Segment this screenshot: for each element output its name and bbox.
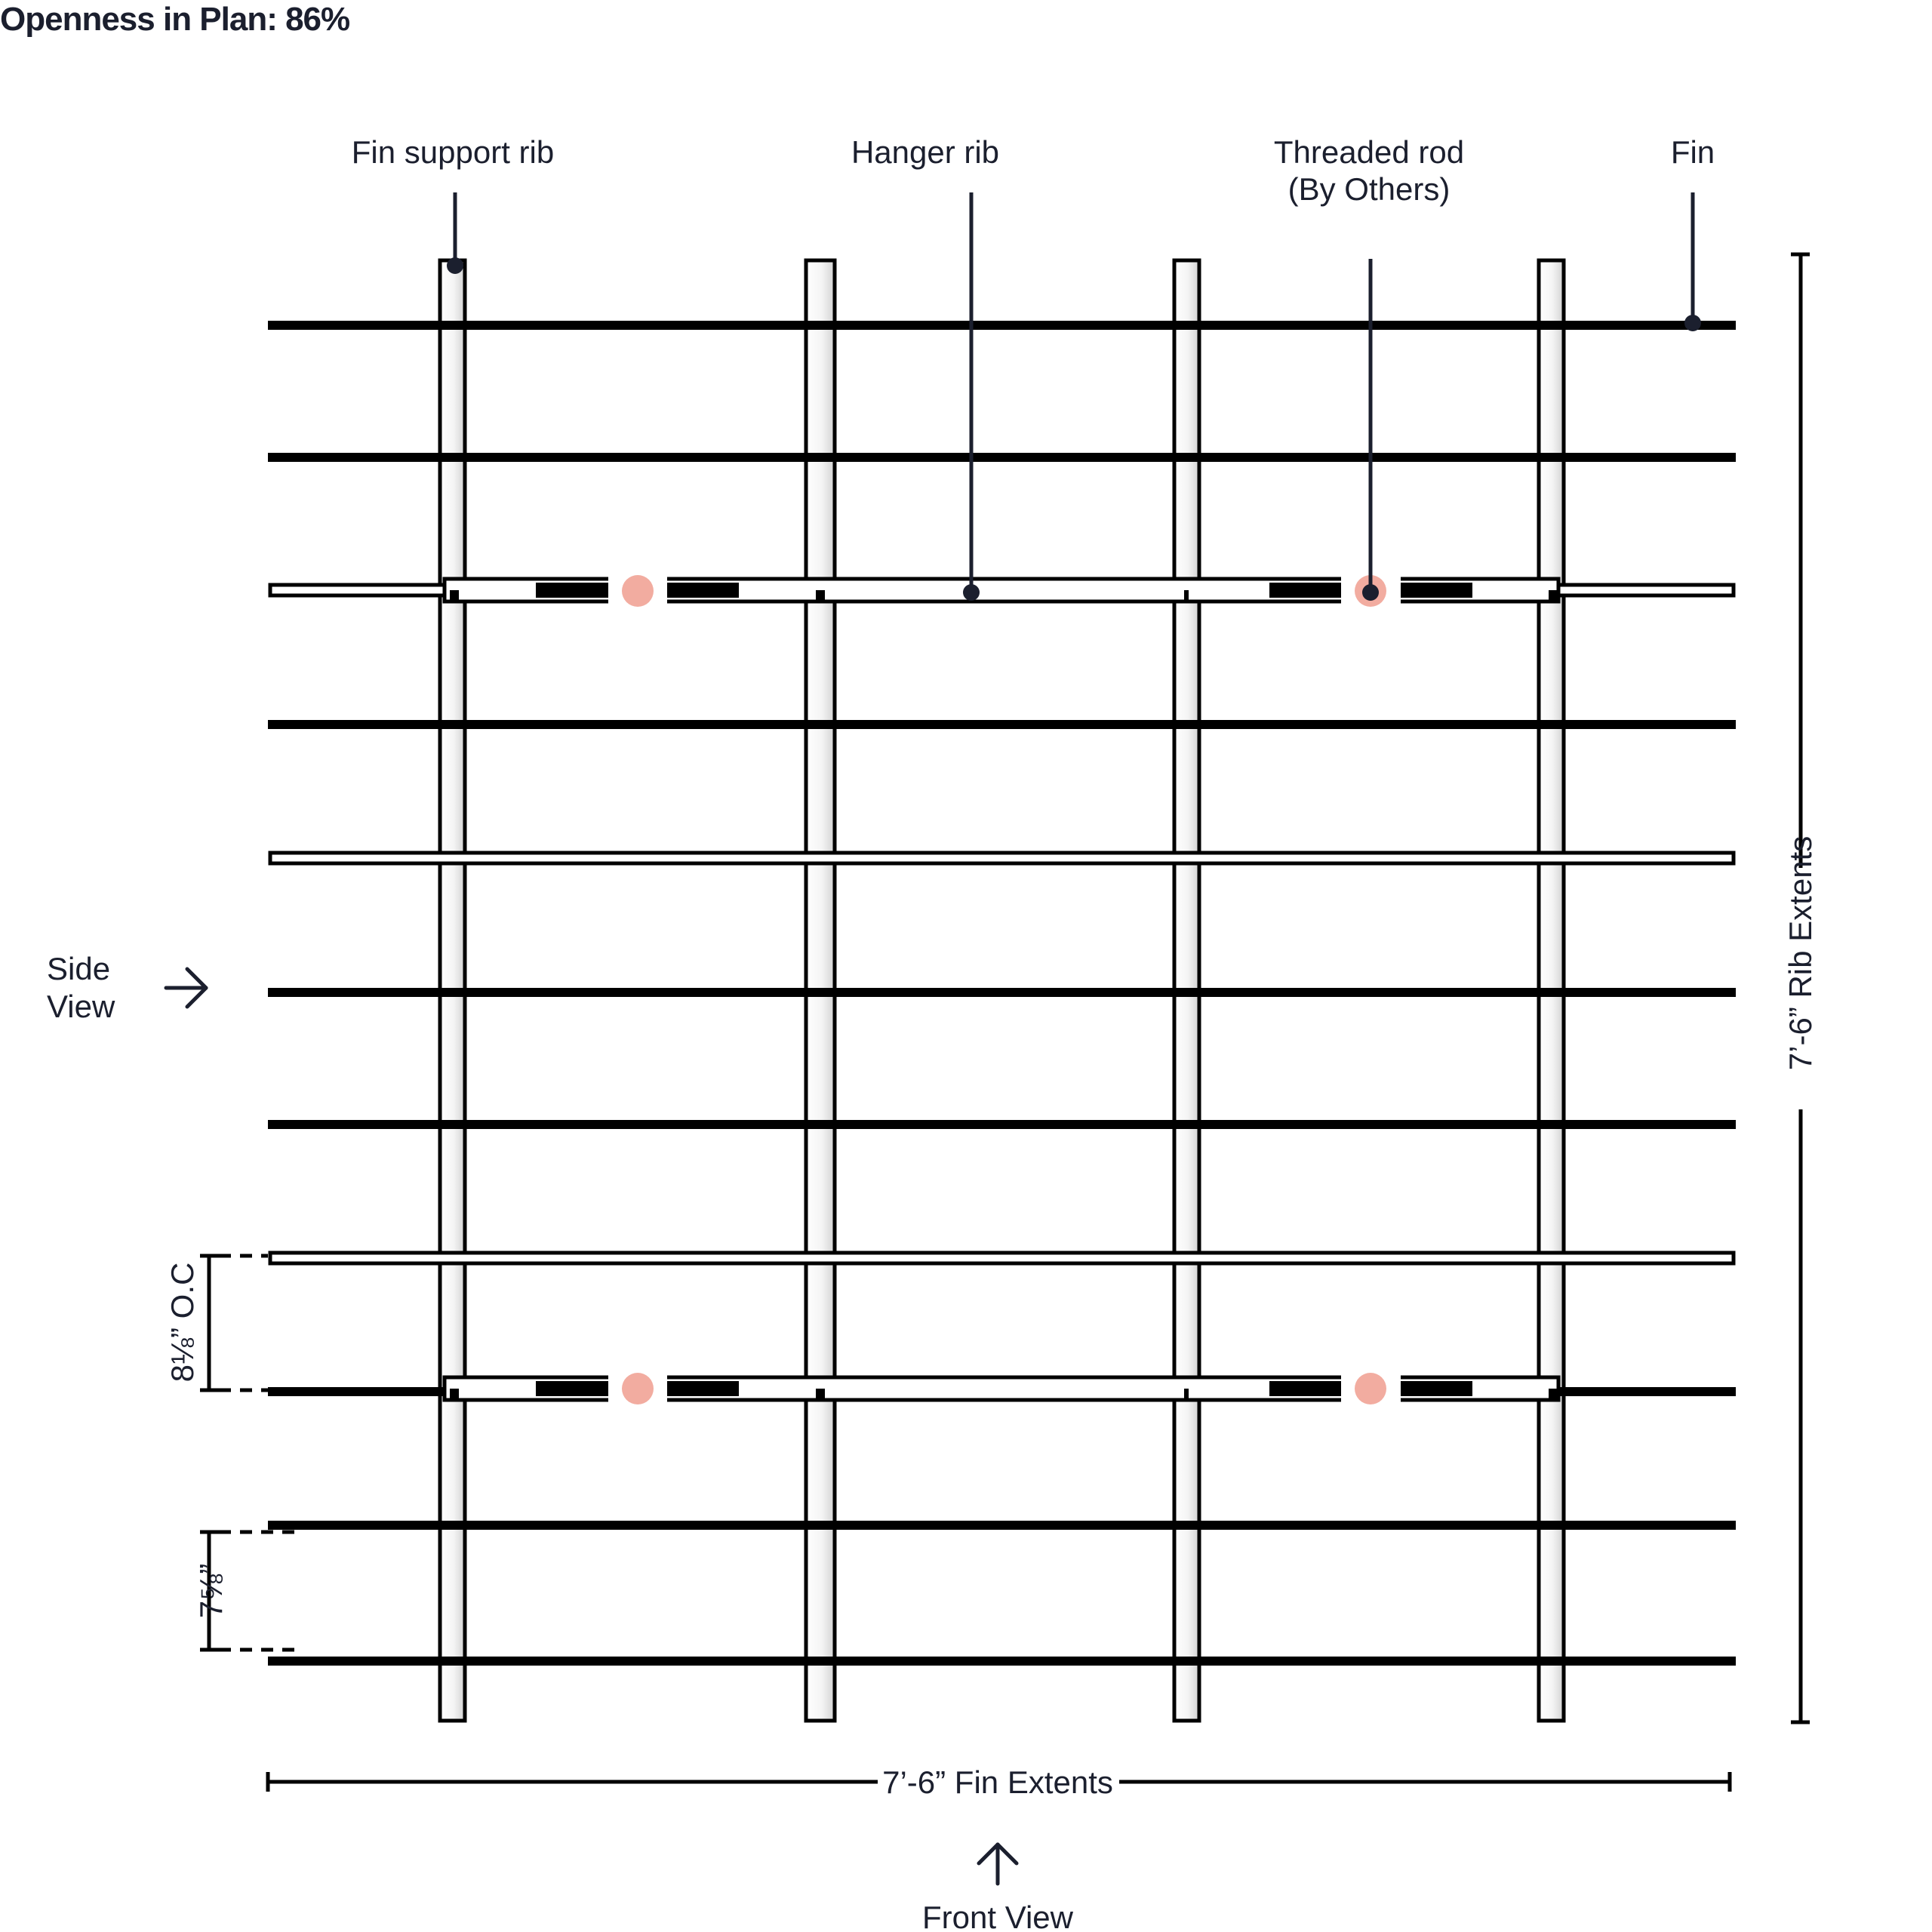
label-fin-support-rib: Fin support rib bbox=[351, 134, 555, 170]
fin bbox=[270, 1253, 1734, 1263]
fin bbox=[268, 1521, 1736, 1530]
leader-dot bbox=[1684, 315, 1701, 331]
fin bbox=[268, 453, 1736, 462]
rib-extents-label: 7’-6” Rib Extents bbox=[1783, 835, 1818, 1071]
callout-leaders bbox=[447, 192, 1701, 601]
hanger-spacing-dimension bbox=[200, 1256, 268, 1390]
label-by-others: (By Others) bbox=[1287, 171, 1451, 207]
fin bbox=[268, 1120, 1736, 1129]
label-fin: Fin bbox=[1670, 134, 1715, 170]
hanger-spacing-label: 8⅛” O.C bbox=[165, 1262, 200, 1383]
threaded-rod bbox=[1355, 1373, 1386, 1404]
fin-spacing-label: 7⅝” bbox=[193, 1563, 229, 1619]
fin-extents-label: 7’-6” Fin Extents bbox=[882, 1764, 1113, 1800]
front-view-arrow-icon bbox=[979, 1844, 1017, 1884]
fin bbox=[270, 853, 1734, 863]
side-view-arrow-icon bbox=[166, 969, 206, 1007]
hanger-rib bbox=[445, 1374, 1558, 1404]
leader-dot bbox=[1362, 584, 1379, 601]
openness-title: Openness in Plan: 86% bbox=[0, 1, 350, 38]
label-hanger-rib: Hanger rib bbox=[851, 134, 1000, 170]
leader-dot bbox=[447, 257, 463, 274]
fins bbox=[268, 321, 1736, 1666]
fin bbox=[268, 1657, 1736, 1666]
threaded-rod bbox=[622, 1373, 654, 1404]
side-view-label-2: View bbox=[47, 989, 115, 1024]
hanger-rib bbox=[445, 575, 1558, 605]
label-threaded-rod: Threaded rod bbox=[1273, 134, 1465, 170]
fin bbox=[268, 720, 1736, 729]
front-view-label: Front View bbox=[922, 1900, 1073, 1932]
leader-dot bbox=[963, 584, 980, 601]
fin bbox=[268, 988, 1736, 997]
fin bbox=[268, 321, 1736, 330]
side-view-label: Side bbox=[47, 951, 111, 986]
threaded-rod bbox=[622, 575, 654, 607]
